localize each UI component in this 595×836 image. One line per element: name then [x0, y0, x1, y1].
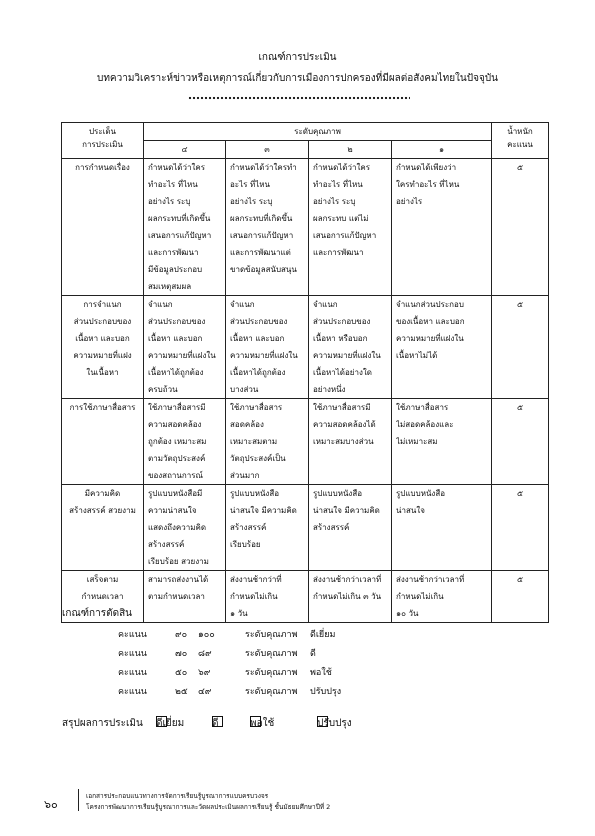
rubric-table	[61, 122, 549, 623]
weight-cell: ๕	[492, 159, 549, 296]
header-row-1	[62, 123, 549, 141]
cell-text: ๑๐ วัน	[396, 609, 419, 618]
rubric-row	[62, 159, 549, 296]
cell-text: วัตถุประสงค์เป็น	[230, 454, 286, 463]
summary-label: สรุปผลการประเมิน	[62, 718, 143, 729]
cell-text: เรียบร้อย สวยงาม	[148, 557, 209, 566]
cell-text: จำแนก	[313, 300, 338, 309]
criteria-label: คะแนน	[118, 687, 147, 697]
cell-text: กำหนดได้เพียงว่า	[396, 163, 457, 172]
cell-text: ใช้ภาษาสื่อสารมี	[148, 403, 206, 412]
criteria-level: ปรับปรุง	[310, 687, 342, 697]
weight-cell: ๕	[492, 399, 549, 485]
cell-text: อย่างไร ระบุ	[230, 197, 273, 206]
cell-text: ส่วนมาก	[230, 471, 260, 480]
criteria-text: เสร็จตาม	[86, 575, 119, 584]
weight-cell: ๕	[492, 571, 549, 623]
criteria-text: ความหมายที่แฝง	[73, 351, 132, 360]
cell-text: ความน่าสนใจ	[148, 506, 197, 515]
page-title: เกณฑ์การประเมิน	[258, 52, 337, 63]
cell-text: รูปแบบหนังสือ	[396, 489, 446, 498]
criteria-label: คะแนน	[118, 630, 147, 640]
cell-text: ของเนื้อหา และบอก	[396, 317, 465, 326]
weight-cell: ๕	[492, 296, 549, 399]
cell-text: เนื้อหาไม่ได้	[396, 351, 438, 360]
cell-text: กำหนดได้ว่าใคร	[148, 163, 206, 172]
cell-text: เนื้อหา หรือบอก	[313, 334, 368, 343]
cell-text: ขาดข้อมูลสนับสนุน	[230, 265, 297, 274]
cell-text: สอดคล้อง	[230, 420, 264, 429]
header-weight: น้ำหนัก คะแนน	[492, 123, 549, 159]
cell-text: รูปแบบหนังสือมี	[148, 489, 203, 498]
footer-divider	[78, 789, 79, 811]
rubric-body	[62, 159, 549, 623]
criteria-level-label: ระดับคุณภาพ	[245, 668, 298, 678]
level-1-cell	[392, 399, 492, 485]
criteria-label: คะแนน	[118, 668, 147, 678]
cell-text: ความหมายที่แฝงใน	[148, 351, 216, 360]
rubric-row	[62, 399, 549, 485]
level-1-cell	[392, 159, 492, 296]
cell-text: สมเหตุสมผล	[148, 282, 192, 291]
cell-text: ทำอะไร ที่ไหน	[148, 180, 198, 189]
criteria-level-label: ระดับคุณภาพ	[245, 630, 298, 640]
level-2-cell	[309, 296, 392, 399]
criteria-max: ๘๙	[198, 649, 212, 659]
rubric-row	[62, 296, 549, 399]
cell-text: ความหมายที่แฝงใน	[230, 351, 298, 360]
cell-text: ส่วนประกอบของ	[230, 317, 288, 326]
criteria-label: คะแนน	[118, 649, 147, 659]
level-3-cell	[226, 159, 309, 296]
level-4-cell	[144, 485, 226, 571]
criteria-text: กำหนดเวลา	[81, 592, 124, 601]
criteria-min: ๗๐	[175, 649, 188, 659]
cell-text: ส่งงานช้ากว่าเวลาที่	[313, 575, 382, 584]
cell-text: อะไร ที่ไหน	[230, 180, 271, 189]
criteria-level-label: ระดับคุณภาพ	[245, 649, 298, 659]
cell-text: รูปแบบหนังสือ	[313, 489, 363, 498]
rubric-row	[62, 571, 549, 623]
criteria-max: ๑๐๐	[198, 630, 215, 640]
level-1-cell	[392, 296, 492, 399]
cell-text: ส่วนประกอบของ	[148, 317, 206, 326]
cell-text: มีข้อมูลประกอบ	[148, 265, 203, 274]
header-criteria: ประเด็น การประเมิน	[62, 123, 144, 159]
weight-cell: ๕	[492, 485, 549, 571]
cell-text: น่าสนใจ มีความคิด	[313, 506, 380, 515]
cell-text: ตามกำหนดเวลา	[148, 592, 205, 601]
cell-text: สามารถส่งงานได้	[148, 575, 209, 584]
level-1-cell	[392, 485, 492, 571]
cell-text: ส่งงานช้ากว่าเวลาที่	[396, 575, 465, 584]
cell-text: เหมาะสมบางส่วน	[313, 437, 374, 446]
cell-text: ความสอดคล้อง	[148, 420, 202, 429]
cell-text: เนื้อหาได้อย่างใด	[313, 368, 372, 377]
cell-text: ใครทำอะไร ที่ไหน	[396, 180, 460, 189]
cell-text: และการพัฒนา	[148, 248, 199, 257]
cell-text: สร้างสรรค์	[313, 523, 350, 532]
level-4-cell	[144, 296, 226, 399]
cell-text: ของสถานการณ์	[148, 471, 203, 480]
criteria-level-label: ระดับคุณภาพ	[245, 687, 298, 697]
level-1-cell	[392, 571, 492, 623]
level-2-cell	[309, 399, 392, 485]
level-3-cell	[226, 571, 309, 623]
header-quality-level: ระดับคุณภาพ	[144, 123, 492, 141]
dotted-divider	[188, 95, 410, 101]
cell-text: เรียบร้อย	[230, 540, 261, 549]
page-number: ๖๐	[44, 798, 58, 811]
cell-text: ส่วนประกอบของ	[313, 317, 371, 326]
cell-text: ผลกระทบที่เกิดขึ้น	[230, 214, 293, 223]
level-3-header: ๓	[226, 141, 309, 159]
cell-text: ทำอะไร ที่ไหน	[313, 180, 363, 189]
cell-text: ความหมายที่แฝงใน	[313, 351, 381, 360]
criteria-text: การกำหนดเรื่อง	[75, 163, 130, 172]
cell-text: เหมาะสมตาม	[230, 437, 278, 446]
criteria-text: การใช้ภาษาสื่อสาร	[69, 403, 136, 412]
criteria-text: สร้างสรรค์ สวยงาม	[69, 506, 136, 515]
cell-text: กำหนดได้ว่าใคร	[313, 163, 371, 172]
cell-text: กำหนดได้ว่าใครทำ	[230, 163, 297, 172]
cell-text: อย่างไร	[396, 197, 423, 206]
cell-text: ใช้ภาษาสื่อสาร	[230, 403, 283, 412]
cell-text: ถูกต้อง เหมาะสม	[148, 437, 207, 446]
footer-line-2: โครงการพัฒนาการเรียนรู้บูรณาการและวัดผลประเมินผลการเรียนรู้ ชั้นมัธยมศึกษาปีที่ 2	[86, 803, 331, 811]
cell-text: ไม่สอดคล้องและ	[396, 420, 454, 429]
cell-text: รูปแบบหนังสือ	[230, 489, 280, 498]
cell-text: น่าสนใจ มีความคิด	[230, 506, 297, 515]
criteria-cell	[62, 159, 144, 296]
criteria-text: การจำแนก	[83, 300, 122, 309]
level-4-cell	[144, 159, 226, 296]
cell-text: เนื้อหา และบอก	[230, 334, 285, 343]
rubric-row	[62, 485, 549, 571]
cell-text: ครบถ้วน	[148, 385, 178, 394]
page-subtitle: บทความวิเคราะห์ข่าวหรือเหตุการณ์เกี่ยวกับการเมืองการปกครองที่มีผลต่อสังคมไทยในปัจจุบัน	[96, 73, 499, 84]
level-2-cell	[309, 571, 392, 623]
criteria-text: เนื้อหา และบอก	[75, 334, 130, 343]
criteria-min: ๙๐	[175, 630, 188, 640]
criteria-max: ๔๙	[198, 687, 212, 697]
cell-text: กำหนดไม่เกิน ๓ วัน	[313, 592, 382, 601]
criteria-text: มีความคิด	[84, 489, 121, 498]
criteria-cell	[62, 399, 144, 485]
cell-text: เนื้อหาได้ถูกต้อง	[230, 368, 286, 377]
criteria-cell	[62, 296, 144, 399]
level-3-cell	[226, 399, 309, 485]
cell-text: เสนอการแก้ปัญหา	[148, 231, 212, 240]
cell-text: แสดงถึงความคิด	[148, 523, 207, 532]
level-3-cell	[226, 485, 309, 571]
level-3-cell	[226, 296, 309, 399]
cell-text: ส่งงานช้ากว่าที่	[230, 575, 282, 584]
cell-text: น่าสนใจ	[396, 506, 425, 515]
footer-line-1: เอกสารประกอบแนวทางการจัดการเรียนรู้บูรณาการแบบครบวงจร	[86, 792, 269, 800]
cell-text: จำแนก	[148, 300, 173, 309]
level-4-cell	[144, 571, 226, 623]
cell-text: ผลกระทบ แต่ไม่	[313, 214, 369, 223]
level-2-cell	[309, 485, 392, 571]
summary-row: สรุปผลการประเมิน ดีเยี่ยม ดี พอใช้ ปรับปรุง	[62, 718, 352, 729]
criteria-text: ในเนื้อหา	[86, 368, 119, 377]
cell-text: เสนอการแก้ปัญหา	[313, 231, 377, 240]
level-4-cell	[144, 399, 226, 485]
cell-text: เนื้อหา และบอก	[148, 334, 203, 343]
level-1-header: ๑	[392, 141, 492, 159]
level-2-header: ๒	[309, 141, 392, 159]
cell-text: ผลกระทบที่เกิดขึ้น	[148, 214, 211, 223]
cell-text: ความหมายที่แฝงใน	[396, 334, 464, 343]
cell-text: ใช้ภาษาสื่อสารมี	[313, 403, 371, 412]
cell-text: ไม่เหมาะสม	[396, 437, 438, 446]
criteria-level: ดี	[310, 649, 316, 659]
criteria-text: ส่วนประกอบของ	[73, 317, 132, 326]
criteria-title: เกณฑ์การตัดสิน	[62, 608, 133, 619]
cell-text: เนื้อหาได้ถูกต้อง	[148, 368, 204, 377]
cell-text: จำแนก	[230, 300, 255, 309]
cell-text: อย่างไร ระบุ	[313, 197, 356, 206]
level-4-header: ๔	[144, 141, 226, 159]
cell-text: และการพัฒนาแต่	[230, 248, 291, 257]
cell-text: ความสอดคล้องได้	[313, 420, 376, 429]
cell-text: สร้างสรรค์	[148, 540, 185, 549]
cell-text: และการพัฒนา	[313, 248, 364, 257]
criteria-level: ดีเยี่ยม	[310, 630, 336, 640]
cell-text: เสนอการแก้ปัญหา	[230, 231, 294, 240]
cell-text: อย่างหนึ่ง	[313, 385, 346, 394]
cell-text: ๑ วัน	[230, 609, 248, 618]
criteria-min: ๕๐	[175, 668, 188, 678]
criteria-min: ๒๕	[175, 687, 188, 697]
criteria-max: ๖๙	[198, 668, 211, 678]
criteria-cell	[62, 485, 144, 571]
cell-text: อย่างไร ระบุ	[148, 197, 191, 206]
criteria-level: พอใช้	[310, 668, 332, 678]
cell-text: ใช้ภาษาสื่อสาร	[396, 403, 449, 412]
cell-text: กำหนดไม่เกิน	[396, 592, 444, 601]
cell-text: จำแนกส่วนประกอบ	[396, 300, 464, 309]
cell-text: บางส่วน	[230, 385, 259, 394]
cell-text: กำหนดไม่เกิน	[230, 592, 278, 601]
cell-text: สร้างสรรค์	[230, 523, 267, 532]
level-2-cell	[309, 159, 392, 296]
cell-text: ตามวัตถุประสงค์	[148, 454, 206, 463]
